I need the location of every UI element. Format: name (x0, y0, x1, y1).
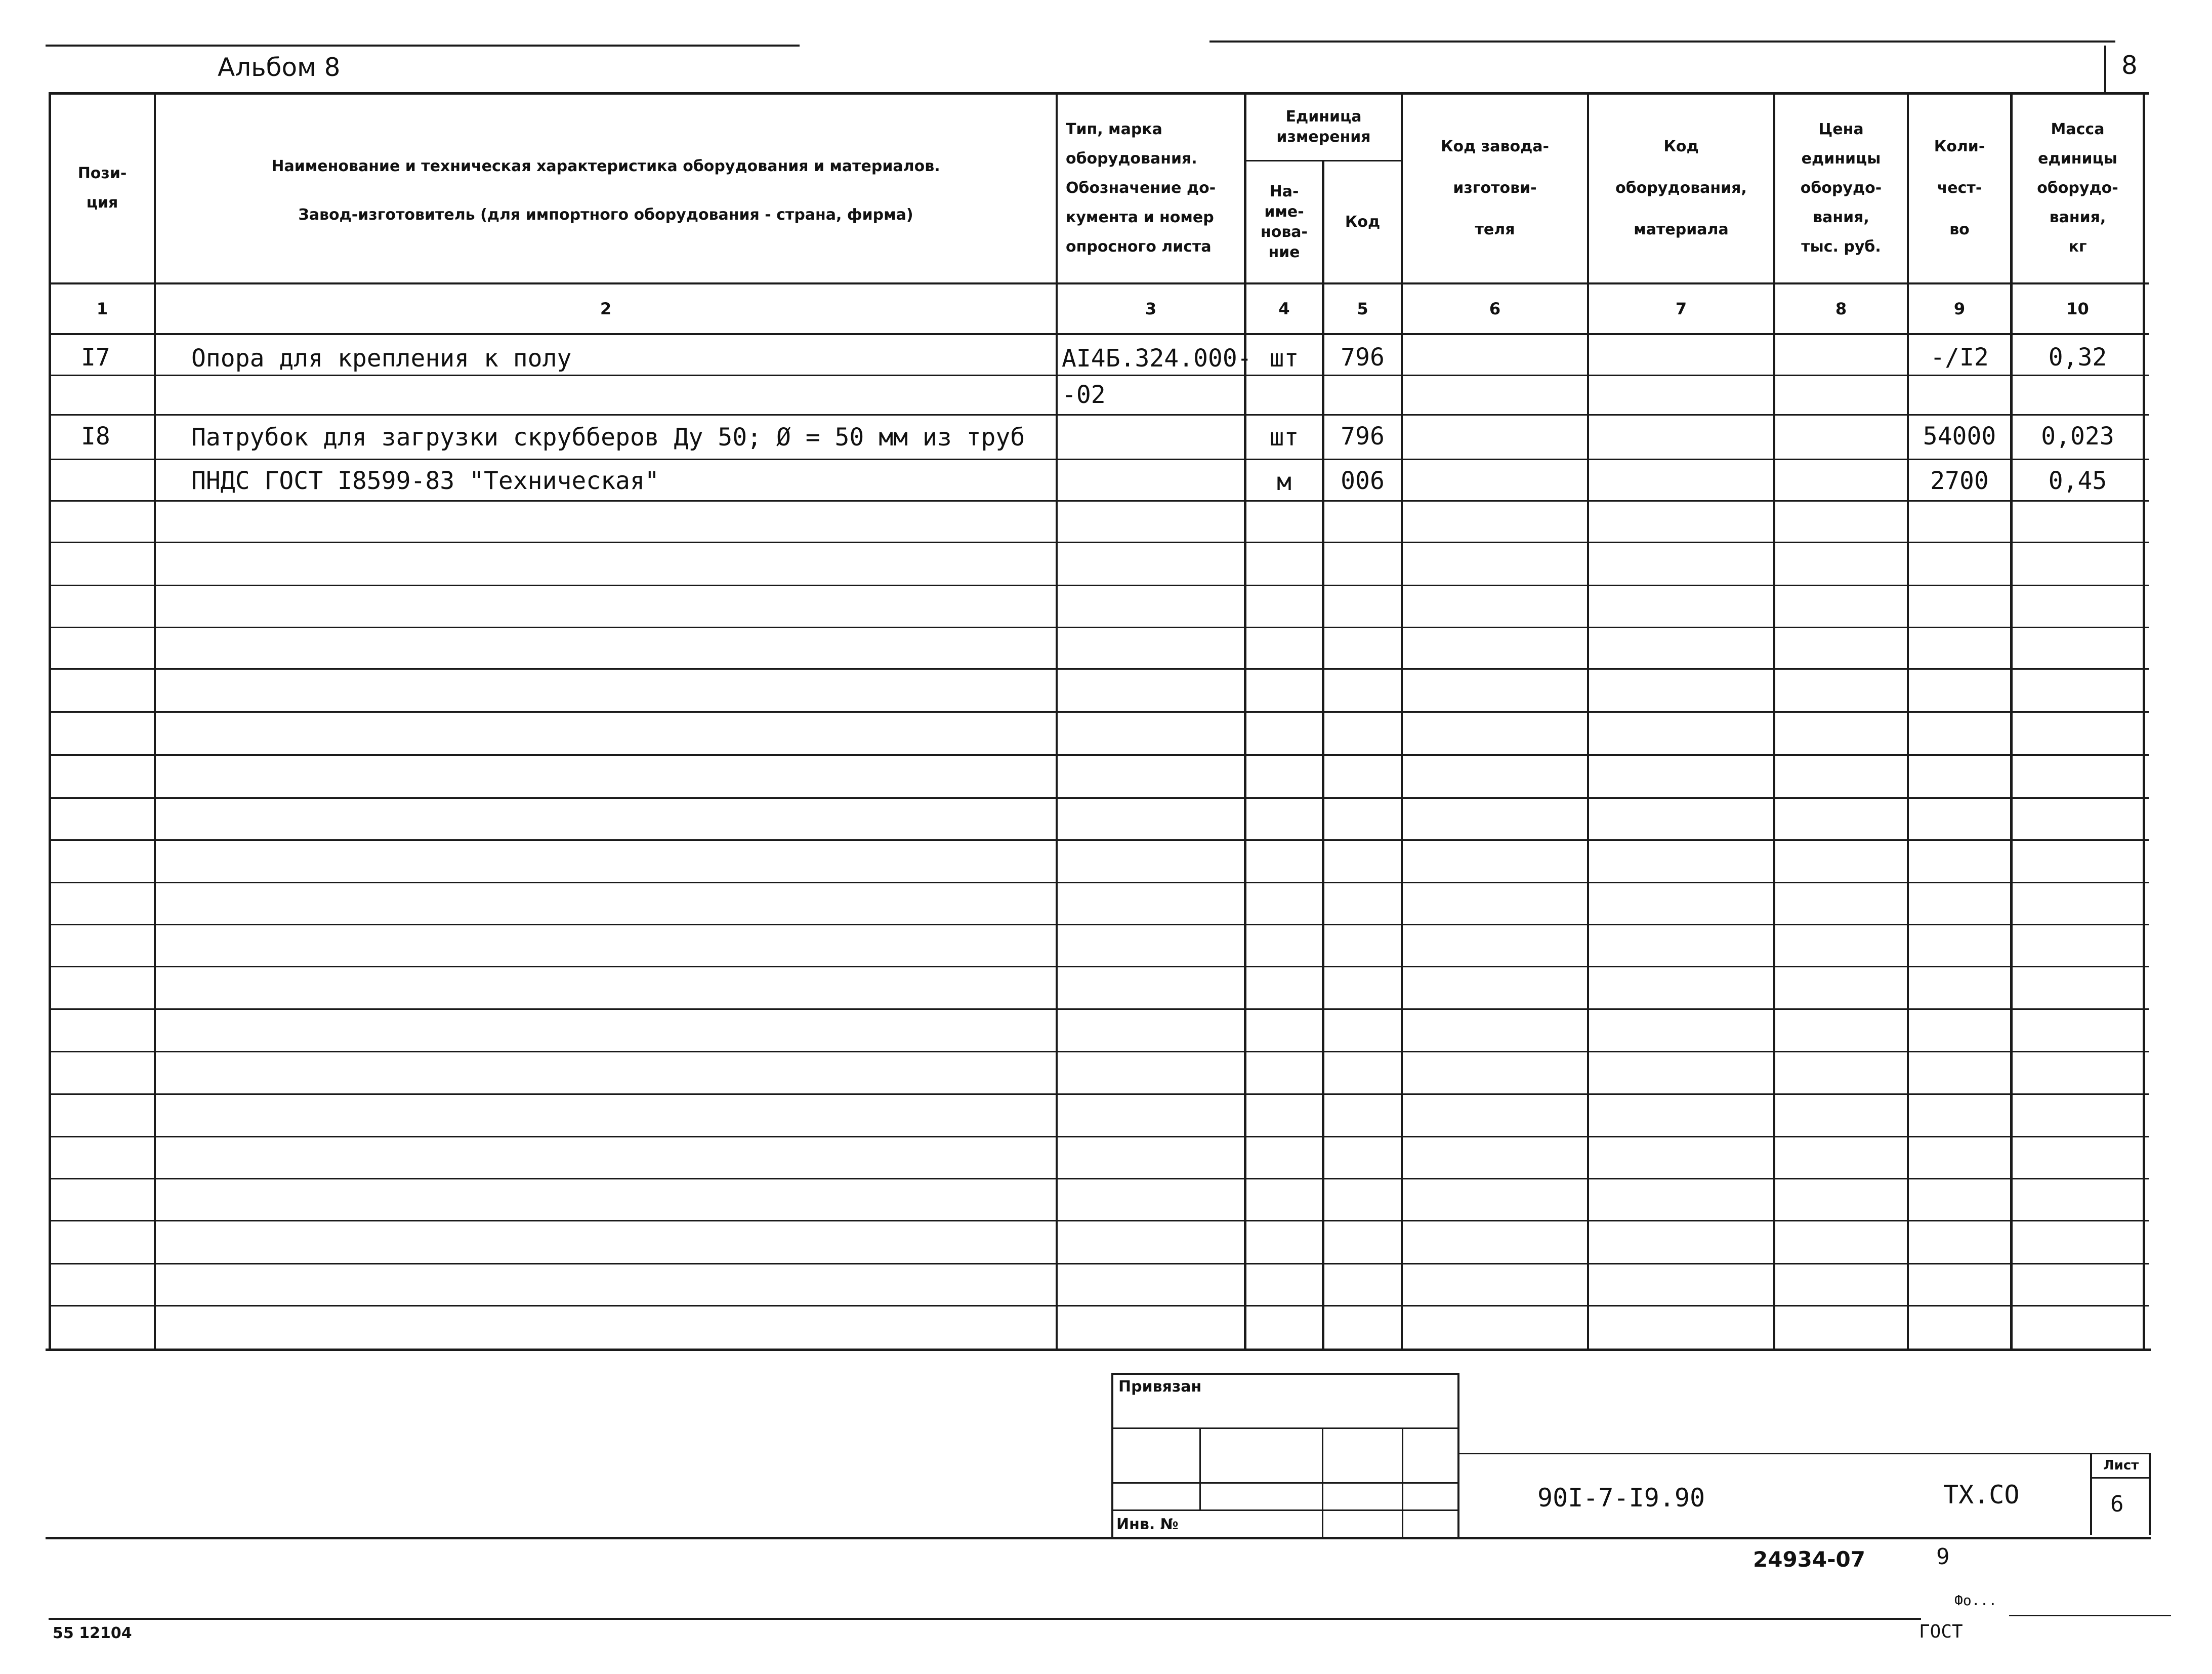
cell-unit: шт (1269, 344, 1299, 373)
album-label: Альбом 8 (218, 53, 341, 82)
title-line (2090, 1477, 2151, 1479)
stamp-line (1111, 1373, 1113, 1539)
row-line (49, 1178, 2149, 1179)
title-line (2149, 1453, 2151, 1535)
col-number: 4 (1278, 299, 1290, 318)
sheet-number: 6 (2110, 1491, 2124, 1517)
cell-position: I8 (81, 422, 110, 451)
cell-code: 796 (1341, 422, 1385, 451)
page-corner-number: 8 (2121, 51, 2138, 80)
cell-quantity: -/I2 (1930, 343, 1989, 372)
stamp-line (1457, 1373, 1459, 1539)
cell-type: AI4Б.324.000- (1062, 344, 1252, 373)
sheet-label: Лист (2103, 1458, 2139, 1473)
col-number: 7 (1675, 299, 1687, 318)
cell-code: 006 (1341, 467, 1385, 495)
cell-quantity: 2700 (1930, 467, 1989, 495)
corner-box-left (2104, 46, 2106, 94)
header-unit-code: Код (1345, 213, 1381, 231)
stamp-line (1402, 1427, 1403, 1539)
row-line (49, 882, 2149, 883)
cell-name: Патрубок для загрузки скрубберов Ду 50; Ø = 50 мм из труб (191, 423, 1025, 452)
row-line (49, 500, 2149, 502)
footer-line-right (2009, 1615, 2171, 1616)
cell-name: Опора для крепления к полу (191, 344, 572, 373)
col-number: 1 (96, 299, 108, 318)
header-quantity: Коли- чест- во (1934, 138, 1985, 238)
format-label: Фо... (1954, 1592, 1997, 1609)
cell-unit: м (1277, 468, 1291, 496)
row-line (49, 924, 2149, 925)
col-number: 3 (1145, 299, 1157, 318)
header-type: Тип, марка оборудования. Обозначение до- кумента и номер опросного листа (1066, 120, 1216, 256)
col-number: 8 (1835, 299, 1847, 318)
row-line (49, 1220, 2149, 1221)
col-border-10 (2143, 92, 2145, 1351)
cell-code: 796 (1341, 343, 1385, 372)
row-line (49, 1008, 2149, 1010)
document-code: 90I-7-I9.90 (1537, 1483, 1705, 1513)
header-position: Пози- ция (77, 165, 127, 212)
header-name-line1: Наименование и техническая характеристика оборудования и материалов. (271, 157, 940, 175)
table-bottom-line (46, 1349, 2151, 1351)
header-factory-code: Код завода- изготови- теля (1441, 138, 1549, 238)
row-line (49, 1093, 2149, 1095)
stamp-line (1111, 1427, 1458, 1429)
row-line (49, 542, 2149, 543)
cell-mass: 0,32 (2048, 343, 2107, 372)
header-price: Цена единицы оборудо- вания, тыс. руб. (1800, 120, 1882, 256)
document-mark: ТХ.СО (1943, 1480, 2020, 1509)
row-line (49, 459, 2149, 460)
top-border-left (46, 45, 800, 47)
stamp-line (1199, 1427, 1201, 1509)
form-code: 55 12104 (53, 1624, 132, 1642)
cell-quantity: 54000 (1923, 422, 1996, 451)
header-equipment-code: Код оборудования, материала (1615, 138, 1747, 238)
row-line (49, 1305, 2149, 1306)
header-unit-group: Единица измерения (1276, 108, 1371, 146)
top-border-right (1209, 40, 2115, 43)
row-line (49, 711, 2149, 713)
header-name-line2: Завод-изготовитель (для импортного оборудования - страна, фирма) (298, 206, 913, 224)
title-line (2090, 1453, 2092, 1535)
row-line (49, 375, 2149, 376)
bound-label: Привязан (1118, 1378, 1202, 1396)
cell-mass: 0,023 (2041, 422, 2114, 451)
row-line (49, 1136, 2149, 1137)
col-number: 2 (600, 299, 612, 318)
cell-type: -02 (1062, 381, 1106, 409)
header-unit-name: На- име- нова- ние (1260, 182, 1308, 261)
row-line (49, 627, 2149, 628)
row-line (49, 966, 2149, 967)
row-line (49, 414, 2149, 416)
row-line (49, 1051, 2149, 1052)
cell-position: I7 (81, 343, 110, 372)
stamp-line (1111, 1509, 1458, 1511)
archive-number: 24934-07 (1753, 1547, 1865, 1572)
inventory-label: Инв. № (1116, 1516, 1179, 1533)
col-number: 5 (1357, 299, 1368, 318)
col-number: 9 (1953, 299, 1966, 318)
row-line (49, 797, 2149, 799)
row-line (49, 668, 2149, 670)
stamp-line (1111, 1482, 1458, 1484)
row-line (49, 585, 2149, 586)
footer-line-left (49, 1618, 1921, 1620)
cell-mass: 0,45 (2048, 467, 2107, 495)
header-name (156, 94, 1056, 282)
title-line (1457, 1453, 2151, 1454)
row-line (49, 754, 2149, 756)
col-number: 6 (1489, 299, 1501, 318)
gost-label: ГОСТ (1919, 1621, 1963, 1642)
col-number: 10 (2066, 299, 2089, 318)
title-bottom-line (46, 1537, 2151, 1539)
stamp-line (1111, 1373, 1458, 1375)
header-mass: Масса единицы оборудо- вания, кг (2037, 120, 2118, 256)
row-line (49, 1263, 2149, 1264)
cell-name: ПНДС ГОСТ I8599-83 "Техническая" (191, 467, 659, 495)
footer-page-number: 9 (1936, 1544, 1950, 1570)
row-line (49, 839, 2149, 841)
cell-unit: шт (1269, 423, 1299, 452)
col-border-4 (1322, 160, 1324, 1351)
stamp-line (1322, 1427, 1323, 1539)
